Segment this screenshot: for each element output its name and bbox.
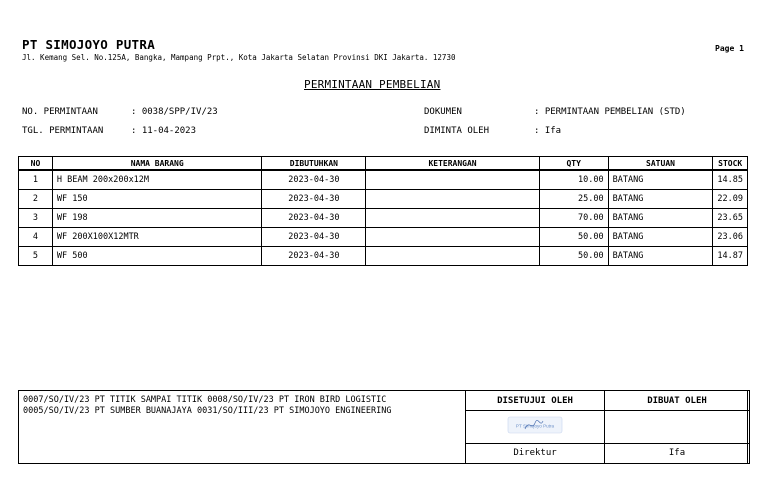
company-stamp-signature: [507, 415, 563, 435]
row-dibutuhkan: 2023-04-30: [262, 228, 366, 247]
svg-text:PT Simojoyo Putra: PT Simojoyo Putra: [515, 423, 555, 429]
row-satuan: BATANG: [608, 190, 713, 209]
notes-line-1: 0007/SO/IV/23 PT TITIK SAMPAI TITIK 0008/SO/IV/23 PT IRON BIRD LOGISTIC: [23, 395, 387, 405]
col-header-satuan: SATUAN: [608, 157, 713, 171]
creator-name: Ifa: [605, 443, 750, 463]
table-row: [19, 228, 748, 247]
row-nama-barang: WF 200X100X12MTR: [52, 228, 262, 247]
row-nama-barang: WF 500: [52, 247, 262, 266]
row-no: 4: [19, 228, 53, 247]
diminta-oleh-label: DIMINTA OLEH: [424, 126, 490, 136]
no-permintaan-label: NO. PERMINTAAN: [22, 107, 98, 117]
row-qty: 25.00: [539, 190, 608, 209]
row-satuan: BATANG: [608, 228, 713, 247]
row-stock: 23.65: [713, 209, 748, 228]
table-row: [19, 170, 748, 190]
row-qty: 50.00: [539, 247, 608, 266]
row-no: 1: [19, 170, 53, 190]
items-table: [18, 156, 748, 266]
row-no: 2: [19, 190, 53, 209]
row-keterangan: [366, 170, 540, 190]
row-qty: 50.00: [539, 228, 608, 247]
row-dibutuhkan: 2023-04-30: [262, 209, 366, 228]
tgl-permintaan-value: : 11-04-2023: [131, 126, 197, 136]
col-header-nama-barang: NAMA BARANG: [52, 157, 262, 171]
disetujui-oleh-label: DISETUJUI OLEH: [466, 391, 605, 411]
table-row: [19, 209, 748, 228]
row-dibutuhkan: 2023-04-30: [262, 190, 366, 209]
creator-signature-cell: [605, 411, 750, 443]
row-satuan: BATANG: [608, 247, 713, 266]
page-number: Page 1: [715, 44, 744, 53]
row-no: 3: [19, 209, 53, 228]
col-header-qty: QTY: [539, 157, 608, 171]
notes-line-2: 0005/SO/IV/23 PT SUMBER BUANAJAYA 0031/SO/III/23 PT SIMOJOYO ENGINEERING: [23, 406, 392, 416]
diminta-oleh-value: : Ifa: [534, 126, 562, 136]
row-no: 5: [19, 247, 53, 266]
row-dibutuhkan: 2023-04-30: [262, 170, 366, 190]
dokumen-value: : PERMINTAAN PEMBELIAN (STD): [534, 107, 686, 117]
company-name: PT SIMOJOYO PUTRA: [22, 37, 156, 52]
dokumen-label: DOKUMEN: [424, 107, 462, 117]
no-permintaan-value: : 0038/SPP/IV/23: [131, 107, 218, 117]
row-dibutuhkan: 2023-04-30: [262, 247, 366, 266]
col-header-stock: STOCK: [713, 157, 748, 171]
col-header-no: NO: [19, 157, 53, 171]
row-satuan: BATANG: [608, 170, 713, 190]
dibuat-oleh-label: DIBUAT OLEH: [605, 391, 750, 411]
row-keterangan: [366, 209, 540, 228]
approver-name: Direktur: [466, 443, 605, 463]
table-row: [19, 190, 748, 209]
col-header-dibutuhkan: DIBUTUHKAN: [262, 157, 366, 171]
footer-box: [18, 390, 748, 464]
row-nama-barang: WF 150: [52, 190, 262, 209]
approver-signature-cell: [466, 411, 605, 443]
row-keterangan: [366, 228, 540, 247]
row-keterangan: [366, 247, 540, 266]
approval-table: [465, 390, 750, 464]
document-title: PERMINTAAN PEMBELIAN: [304, 78, 441, 91]
row-stock: 23.06: [713, 228, 748, 247]
row-stock: 22.09: [713, 190, 748, 209]
company-address: Jl. Kemang Sel. No.125A, Bangka, Mampang Prpt., Kota Jakarta Selatan Provinsi DKI Jakarta. 12730: [22, 53, 456, 62]
sales-order-notes: [23, 395, 463, 417]
row-stock: 14.87: [713, 247, 748, 266]
row-qty: 10.00: [539, 170, 608, 190]
row-nama-barang: H BEAM 200x200x12M: [52, 170, 262, 190]
tgl-permintaan-label: TGL. PERMINTAAN: [22, 126, 104, 136]
table-header-row: [19, 157, 748, 171]
table-row: [19, 247, 748, 266]
row-stock: 14.85: [713, 170, 748, 190]
row-keterangan: [366, 190, 540, 209]
row-nama-barang: WF 198: [52, 209, 262, 228]
row-satuan: BATANG: [608, 209, 713, 228]
row-qty: 70.00: [539, 209, 608, 228]
col-header-keterangan: KETERANGAN: [366, 157, 540, 171]
